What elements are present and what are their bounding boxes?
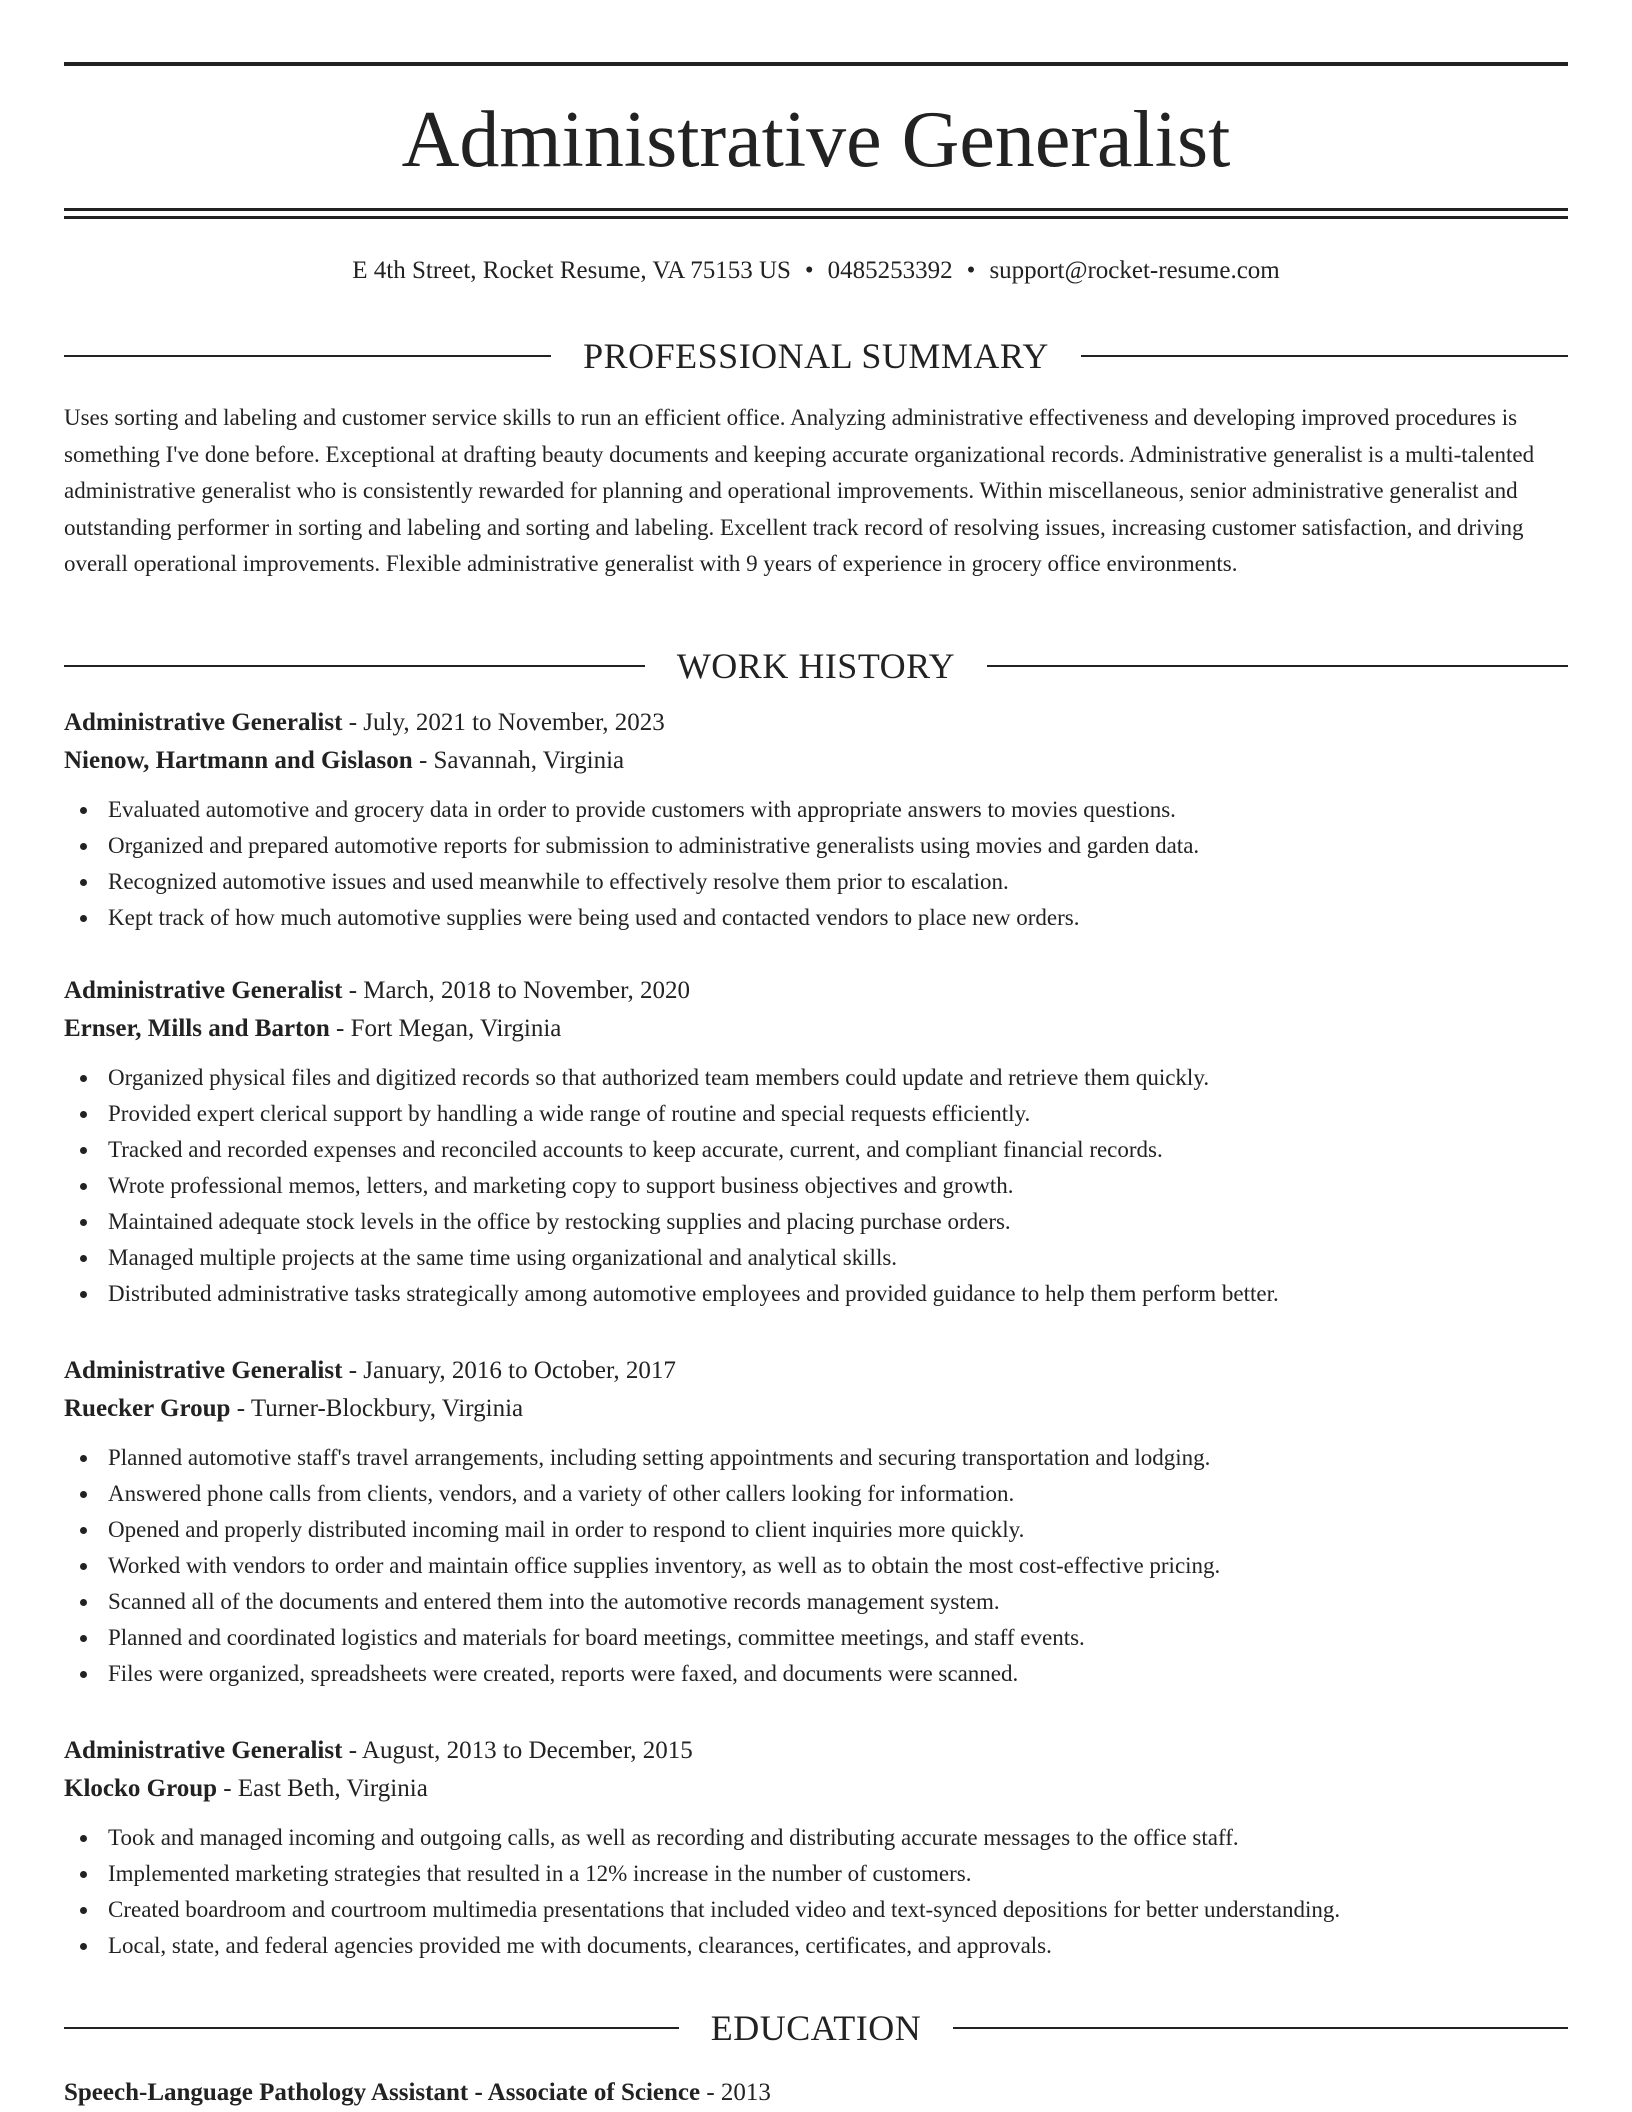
job-dates: - July, 2021 to November, 2023 <box>342 709 665 736</box>
header-top-rule <box>64 62 1568 66</box>
job-bullet: Organized and prepared automotive reports for submission to administrative generalists using movies and garden data. <box>64 828 1568 864</box>
job-title: Administrative Generalist <box>64 1357 343 1384</box>
heading-rule-left <box>64 2027 679 2029</box>
job-company: Ruecker Group <box>64 1395 231 1422</box>
heading-rule-right <box>987 665 1568 667</box>
heading-rule-right <box>1081 355 1568 357</box>
job-company: Klocko Group <box>64 1775 218 1802</box>
heading-rule-left <box>64 355 551 357</box>
contact-address: E 4th Street, Rocket Resume, VA 75153 US <box>352 257 791 284</box>
job-title-line <box>64 1352 1568 1390</box>
job-bullet: Recognized automotive issues and used meanwhile to effectively resolve them prior to escalation. <box>64 864 1568 900</box>
heading-rule-left <box>64 665 645 667</box>
job-bullet: Maintained adequate stock levels in the office by restocking supplies and placing purchase orders. <box>64 1204 1568 1240</box>
job-entry <box>64 972 1568 1312</box>
job-bullet: Tracked and recorded expenses and reconciled accounts to keep accurate, current, and compliant financial records. <box>64 1132 1568 1168</box>
summary-heading <box>64 334 1568 378</box>
job-title-line <box>64 972 1568 1010</box>
job-bullet: Kept track of how much automotive supplies were being used and contacted vendors to place new orders. <box>64 900 1568 936</box>
job-bullet: Wrote professional memos, letters, and marketing copy to support business objectives and growth. <box>64 1168 1568 1204</box>
job-bullets <box>64 792 1568 936</box>
job-company-line <box>64 742 1568 780</box>
contact-email[interactable]: support@rocket-resume.com <box>989 257 1280 284</box>
job-bullet: Worked with vendors to order and maintain office supplies inventory, as well as to obtain the most cost-effective pricing. <box>64 1548 1568 1584</box>
job-bullet: Opened and properly distributed incoming mail in order to respond to client inquiries more quickly. <box>64 1512 1568 1548</box>
education-year: - 2013 <box>700 2079 771 2106</box>
job-location: - Turner-Blockbury, Virginia <box>230 1395 524 1422</box>
job-bullets <box>64 1440 1568 1692</box>
job-location: - East Beth, Virginia <box>217 1775 428 1802</box>
job-bullet: Local, state, and federal agencies provided me with documents, clearances, certificates, and approvals. <box>64 1928 1568 1964</box>
job-bullet: Planned automotive staff's travel arrangements, including setting appointments and securing transportation and lodging. <box>64 1440 1568 1476</box>
job-bullet: Took and managed incoming and outgoing calls, as well as recording and distributing accurate messages to the office staff. <box>64 1820 1568 1856</box>
header-double-rule-upper <box>64 208 1568 211</box>
heading-rule-right <box>953 2027 1568 2029</box>
job-bullet: Managed multiple projects at the same time using organizational and analytical skills. <box>64 1240 1568 1276</box>
education-degree: Speech-Language Pathology Assistant - Associate of Science <box>64 2079 701 2106</box>
job-bullet: Distributed administrative tasks strategically among automotive employees and provided guidance to help them perform better. <box>64 1276 1568 1312</box>
job-title: Administrative Generalist <box>64 709 343 736</box>
job-bullets <box>64 1060 1568 1312</box>
education-heading <box>64 2006 1568 2050</box>
job-title-line <box>64 704 1568 742</box>
job-company: Nienow, Hartmann and Gislason <box>64 747 413 774</box>
job-bullet: Provided expert clerical support by handling a wide range of routine and special requests efficiently. <box>64 1096 1568 1132</box>
job-bullet: Files were organized, spreadsheets were created, reports were faxed, and documents were scanned. <box>64 1656 1568 1692</box>
job-title: Administrative Generalist <box>64 977 343 1004</box>
job-dates: - March, 2018 to November, 2020 <box>342 977 690 1004</box>
job-title: Administrative Generalist <box>64 1737 343 1764</box>
job-bullet: Planned and coordinated logistics and materials for board meetings, committee meetings, and staff events. <box>64 1620 1568 1656</box>
job-entry <box>64 1352 1568 1692</box>
education-entry <box>64 2074 1568 2112</box>
job-company-line <box>64 1770 1568 1808</box>
job-entry <box>64 704 1568 936</box>
contact-line <box>64 254 1568 288</box>
work-history-heading <box>64 644 1568 688</box>
job-title-line <box>64 1732 1568 1770</box>
job-company-line <box>64 1010 1568 1048</box>
job-dates: - August, 2013 to December, 2015 <box>342 1737 693 1764</box>
contact-phone: 0485253392 <box>827 257 953 284</box>
job-bullet: Scanned all of the documents and entered them into the automotive records management system. <box>64 1584 1568 1620</box>
job-bullet: Organized physical files and digitized records so that authorized team members could update and retrieve them quickly. <box>64 1060 1568 1096</box>
summary-heading-title: PROFESSIONAL SUMMARY <box>583 336 1049 376</box>
job-bullet: Implemented marketing strategies that resulted in a 12% increase in the number of customers. <box>64 1856 1568 1892</box>
job-bullet: Created boardroom and courtroom multimedia presentations that included video and text-synced depositions for better understanding. <box>64 1892 1568 1928</box>
job-location: - Savannah, Virginia <box>412 747 625 774</box>
education-heading-title: EDUCATION <box>710 2008 922 2048</box>
job-company: Ernser, Mills and Barton <box>64 1015 330 1042</box>
contact-separator: • <box>804 257 814 284</box>
job-entry <box>64 1732 1568 1964</box>
work-history-heading-title: WORK HISTORY <box>676 646 956 686</box>
job-bullets <box>64 1820 1568 1964</box>
job-dates: - January, 2016 to October, 2017 <box>342 1357 676 1384</box>
contact-separator: • <box>966 257 976 284</box>
job-location: - Fort Megan, Virginia <box>329 1015 562 1042</box>
job-company-line <box>64 1390 1568 1428</box>
header-double-rule-lower <box>64 216 1568 219</box>
job-bullet: Answered phone calls from clients, vendors, and a variety of other callers looking for information. <box>64 1476 1568 1512</box>
summary-text: Uses sorting and labeling and customer service skills to run an efficient office. Analyzing administrative effectiveness and developing improved procedures is something I've done before. Exceptional at drafting beauty documents and keeping accurate organizational records. Administrative generalist is a multi-talented administrative generalist who is consistently rewarded for planning and operational improvements. Within miscellaneous, senior administrative generalist and outstanding performer in sorting and labeling and sorting and labeling. Excellent track record of resolving issues, increasing customer satisfaction, and driving overall operational improvements. Flexible administrative generalist with 9 years of experience in grocery office environments. <box>64 405 1535 576</box>
job-bullet: Evaluated automotive and grocery data in order to provide customers with appropriate answers to movies questions. <box>64 792 1568 828</box>
resume-name: Administrative Generalist <box>401 96 1231 184</box>
